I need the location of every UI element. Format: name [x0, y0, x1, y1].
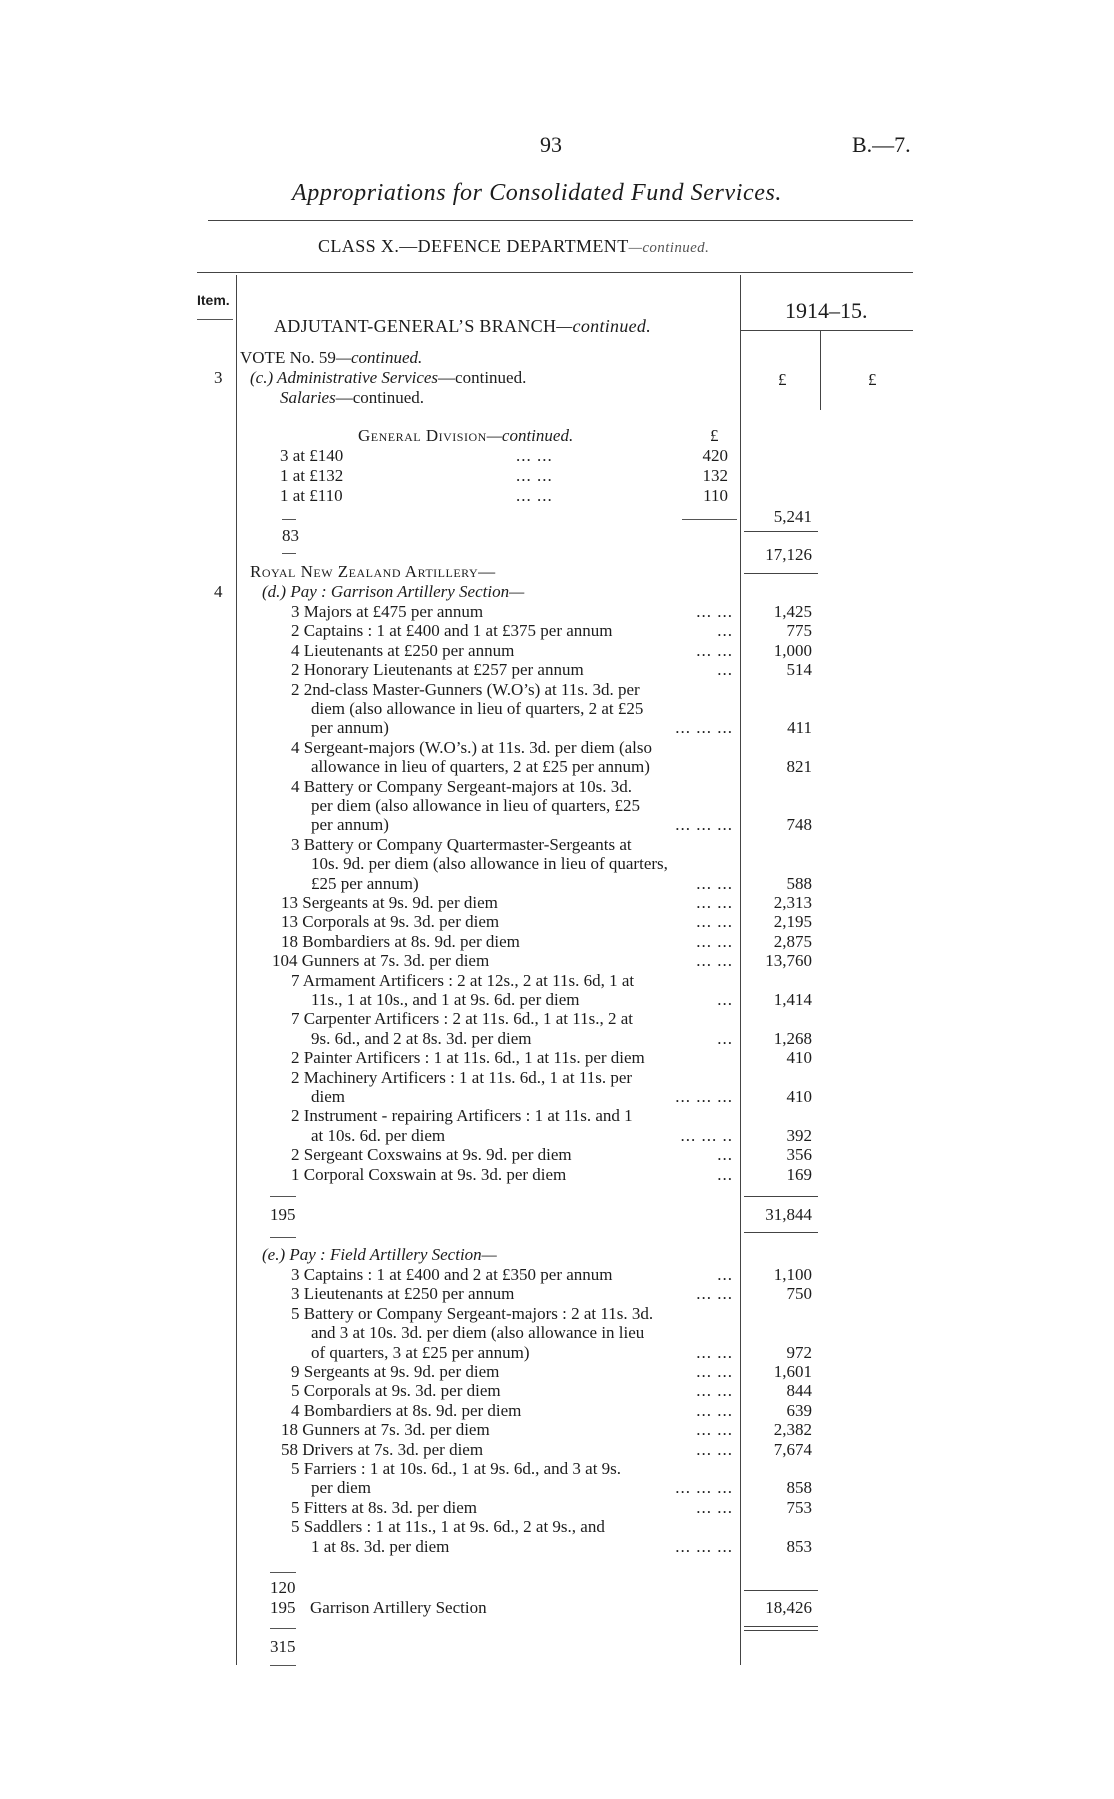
leader-dots: ... ... [516, 446, 553, 465]
class-title [318, 236, 709, 257]
general-inner-total-rule [682, 519, 737, 520]
salaries-label: Salaries [280, 388, 336, 407]
garrison-row-amount: 13,760 [765, 951, 812, 971]
garrison-row-text: diem [311, 1087, 345, 1106]
general-division-label: General Division [358, 426, 487, 445]
leader-dots: ... ... ... [675, 718, 733, 738]
leader-dots: ... ... [696, 1342, 733, 1362]
general-row-amount: 132 [702, 466, 728, 485]
pound-heading-2: £ [868, 370, 877, 389]
garrison-row-amount: 410 [786, 1087, 812, 1106]
pound-inner: £ [710, 426, 719, 445]
garrison-row-text: allowance in lieu of quarters, 2 at £25 per annum) [311, 757, 650, 777]
garrison-row-text: per diem (also allowance in lieu of quarters, £25 [311, 796, 641, 815]
leader-dots: ... ... [516, 466, 553, 485]
garrison-row-amount: 410 [786, 1048, 812, 1068]
garrison-row-amount: 1,414 [773, 990, 812, 1009]
field-row-text: 9 Sergeants at 9s. 9d. per diem [291, 1362, 500, 1381]
year-under-rule [740, 330, 913, 331]
garrison-row-text: 7 Armament Artificers : 2 at 12s., 2 at 11s. 6d, 1 at [291, 970, 635, 990]
leader-dots: ... ... .. [680, 1125, 733, 1145]
leader-dots: ... [717, 1164, 733, 1184]
rnza-title: Royal New Zealand Artillery— [250, 562, 496, 581]
leader-dots: ... ... [696, 951, 733, 971]
garrison-row-text: diem (also allowance in lieu of quarters, 2 at £25 [311, 699, 644, 718]
garrison-label: Garrison Artillery Section [310, 1598, 487, 1617]
general-grand-total: 17,126 [765, 545, 812, 564]
field-row-amount: 7,674 [773, 1439, 812, 1459]
garrison-row-text: 2 Machinery Artificers : 1 at 11s. 6d., 1 at 11s. per [291, 1067, 633, 1087]
field-row-text: and 3 at 10s. 3d. per diem (also allowance in lieu [311, 1323, 645, 1343]
leader-dots: ... ... [696, 1439, 733, 1459]
general-row-label: 1 at £132 [280, 466, 344, 485]
general-count-rule [282, 519, 296, 520]
field-row-text: 3 Lieutenants at £250 per annum [291, 1284, 515, 1304]
garrison-row-text: 104 Gunners at 7s. 3d. per diem [272, 951, 490, 971]
garrison-total: 31,844 [765, 1205, 812, 1224]
inner-amount-rule [740, 425, 741, 505]
garrison-count-repeat: 195 [270, 1598, 296, 1617]
garrison-row-text: 4 Battery or Company Sergeant-majors at 10s. 3d. [291, 776, 633, 796]
garrison-row-amount: 2,313 [773, 893, 812, 912]
garrison-row-text: 2 Instrument - repairing Artificers : 1 at 11s. and 1 [291, 1106, 633, 1126]
garrison-row-amount: 2,195 [773, 912, 812, 932]
garrison-row-amount: 356 [786, 1145, 812, 1165]
garrison-row-amount: 821 [786, 757, 812, 777]
field-section-title: (e.) Pay : Field Artillery Section— [262, 1245, 497, 1264]
leader-dots: ... ... [696, 912, 733, 932]
garrison-row-amount: 514 [786, 660, 812, 680]
garrison-row-amount: 2,875 [773, 931, 812, 951]
leader-dots: ... ... [696, 602, 733, 621]
garrison-row-text: 1 Corporal Coxswain at 9s. 3d. per diem [291, 1164, 567, 1184]
leader-dots: ... [717, 990, 733, 1009]
field-row-text: 1 at 8s. 3d. per diem [311, 1536, 450, 1556]
garrison-section-title: (d.) Pay : Garrison Artillery Section— [262, 582, 525, 601]
administrative-cont: —continued. [438, 368, 527, 387]
garrison-count-rule [270, 1196, 296, 1197]
garrison-row-amount: 748 [786, 815, 812, 835]
general-row-label: 3 at £140 [280, 446, 344, 465]
title-rule [208, 220, 913, 221]
count-rule-2 [282, 553, 296, 554]
garrison-row-text: £25 per annum) [311, 873, 419, 893]
item-number-3: 3 [214, 368, 223, 387]
salaries-cont: —continued. [335, 388, 425, 407]
field-count-rule [270, 1572, 296, 1573]
garrison-row-amount: 1,425 [773, 602, 812, 621]
garrison-row-text: per annum) [311, 718, 389, 738]
garrison-row-amount: 775 [786, 621, 812, 641]
field-row-amount: 972 [786, 1342, 812, 1362]
garrison-row-amount: 1,000 [773, 640, 812, 660]
item-number-4: 4 [214, 582, 223, 601]
grand-count-rule [270, 1628, 296, 1629]
garrison-row-text: 13 Corporals at 9s. 3d. per diem [281, 912, 500, 932]
item-column-rule [236, 275, 237, 1665]
garrison-row-text: 3 Majors at £475 per annum [291, 602, 484, 621]
subtotal-rule [744, 531, 818, 532]
field-count: 120 [270, 1578, 296, 1597]
subhead-salaries [280, 388, 424, 408]
field-row-amount: 639 [786, 1400, 812, 1420]
garrison-row-amount: 169 [786, 1164, 812, 1184]
field-row-text: 5 Farriers : 1 at 10s. 6d., 1 at 9s. 6d., and 3 at 9s. [291, 1459, 622, 1478]
garrison-row-text: 2 Honorary Lieutenants at £257 per annum [291, 660, 584, 680]
garrison-row-amount: 392 [786, 1125, 812, 1145]
leader-dots: ... ... [696, 1400, 733, 1420]
garrison-row-amount: 411 [787, 718, 812, 738]
general-row-amount: 420 [702, 446, 728, 465]
field-row-amount: 1,601 [773, 1362, 812, 1381]
field-row-text: 5 Corporals at 9s. 3d. per diem [291, 1381, 501, 1401]
garrison-total-top-rule [744, 1196, 818, 1197]
garrison-row-text: 13 Sergeants at 9s. 9d. per diem [281, 893, 498, 912]
garrison-row-text: at 10s. 6d. per diem [311, 1125, 446, 1145]
field-row-amount: 2,382 [773, 1420, 812, 1440]
field-row-amount: 853 [786, 1536, 812, 1556]
class-title-main: CLASS X.—DEFENCE DEPARTMENT [318, 236, 629, 256]
garrison-row-text: 9s. 6d., and 2 at 8s. 3d. per diem [311, 1028, 532, 1048]
field-total-bottom-rule-2 [744, 1630, 818, 1631]
field-row-text: 18 Gunners at 7s. 3d. per diem [281, 1420, 490, 1440]
field-row-text: 3 Captains : 1 at £400 and 2 at £350 per annum [291, 1265, 613, 1284]
field-row-text: of quarters, 3 at £25 per annum) [311, 1342, 530, 1362]
field-row-text: 5 Fitters at 8s. 3d. per diem [291, 1497, 478, 1517]
item-header-rule [197, 319, 233, 320]
garrison-row-text: 3 Battery or Company Quartermaster-Sergeants at [291, 834, 632, 854]
general-subtotal: 5,241 [773, 507, 812, 526]
garrison-count-rule-2 [270, 1237, 296, 1238]
branch-title-cont: —continued. [556, 316, 652, 336]
grand-count: 315 [270, 1637, 296, 1656]
leader-dots: ... ... [516, 486, 553, 505]
garrison-row-text: 2 Painter Artificers : 1 at 11s. 6d., 1 at 11s. per diem [291, 1048, 645, 1068]
field-row-amount: 858 [786, 1478, 812, 1498]
field-row-text: 5 Battery or Company Sergeant-majors : 2 at 11s. 3d. [291, 1303, 654, 1323]
general-row-label: 1 at £110 [280, 486, 343, 505]
leader-dots: ... ... ... [675, 815, 733, 835]
garrison-total-count: 195 [270, 1205, 296, 1224]
leader-dots: ... ... [696, 1284, 733, 1304]
leader-dots: ... ... [696, 1497, 733, 1517]
leader-dots: ... [717, 1145, 733, 1165]
leader-dots: ... ... [696, 1420, 733, 1440]
leader-dots: ... ... [696, 873, 733, 893]
garrison-row-amount: 588 [786, 873, 812, 893]
item-header: Item. [197, 292, 230, 308]
leader-dots: ... ... ... [675, 1478, 733, 1498]
garrison-row-text: 7 Carpenter Artificers : 2 at 11s. 6d., 1 at 11s., 2 at [291, 1009, 633, 1029]
leader-dots: ... ... [696, 640, 733, 660]
page-title: Appropriations for Consolidated Fund Services. [292, 180, 783, 206]
garrison-row-text: 2 Captains : 1 at £400 and 1 at £375 per annum [291, 621, 613, 641]
field-total-bottom-rule [744, 1626, 818, 1627]
field-row-text: 58 Drivers at 7s. 3d. per diem [281, 1439, 484, 1459]
leader-dots: ... ... ... [675, 1087, 733, 1106]
garrison-total-bottom-rule [744, 1232, 818, 1233]
garrison-row-text: 10s. 9d. per diem (also allowance in lieu of quarters, [311, 854, 668, 874]
general-total-count: 83 [282, 526, 299, 545]
field-row-amount: 750 [786, 1284, 812, 1304]
garrison-row-amount: 1,268 [773, 1028, 812, 1048]
page-number: 93 [540, 132, 562, 157]
field-row-text: 4 Bombardiers at 8s. 9d. per diem [291, 1400, 522, 1420]
garrison-row-text: 18 Bombardiers at 8s. 9d. per diem [281, 931, 520, 951]
field-row-text: per diem [311, 1478, 371, 1498]
vote-number: VOTE No. 59 [240, 348, 336, 367]
leader-dots: ... ... [696, 1381, 733, 1401]
general-division-cont: —continued. [486, 426, 574, 445]
field-total-top-rule [744, 1590, 818, 1591]
vote-line [240, 348, 422, 368]
leader-dots: ... ... ... [675, 1536, 733, 1556]
total-column-rule [820, 330, 821, 410]
administrative-services: (c.) Administrative Services [250, 368, 439, 387]
class-title-cont: —continued. [628, 240, 710, 256]
leader-dots: ... [717, 1265, 733, 1284]
garrison-row-text: 2 2nd-class Master-Gunners (W.O’s) at 11s. 3d. per [291, 679, 640, 699]
document-reference: B.—7. [852, 132, 911, 157]
leader-dots: ... [717, 660, 733, 680]
subhead-administrative [250, 368, 526, 388]
table-top-rule [197, 272, 913, 273]
year-header: 1914–15. [785, 298, 868, 323]
branch-title [274, 316, 651, 337]
garrison-row-text: 4 Sergeant-majors (W.O’s.) at 11s. 3d. per diem (also [291, 737, 653, 757]
field-row-amount: 753 [786, 1497, 812, 1517]
leader-dots: ... ... [696, 893, 733, 912]
garrison-row-text: 11s., 1 at 10s., and 1 at 9s. 6d. per diem [311, 990, 580, 1009]
garrison-row-text: 2 Sergeant Coxswains at 9s. 9d. per diem [291, 1145, 572, 1165]
field-row-text: 5 Saddlers : 1 at 11s., 1 at 9s. 6d., 2 at 9s., and [291, 1517, 605, 1537]
leader-dots: ... ... [696, 931, 733, 951]
vote-cont: —continued. [335, 348, 423, 367]
grand-count-bottom-rule [270, 1665, 296, 1666]
leader-dots: ... [717, 621, 733, 641]
garrison-row-text: per annum) [311, 815, 389, 835]
field-row-amount: 1,100 [773, 1265, 812, 1284]
general-division-title [358, 426, 573, 446]
pound-heading-1: £ [778, 370, 787, 389]
leader-dots: ... [717, 1028, 733, 1048]
garrison-row-text: 4 Lieutenants at £250 per annum [291, 640, 515, 660]
general-row-amount: 110 [703, 486, 728, 505]
grand-total-rule [744, 573, 818, 574]
field-row-amount: 844 [786, 1381, 812, 1401]
field-total: 18,426 [765, 1598, 812, 1617]
branch-title-main: ADJUTANT-GENERAL’S BRANCH [274, 316, 557, 336]
leader-dots: ... ... [696, 1362, 733, 1381]
